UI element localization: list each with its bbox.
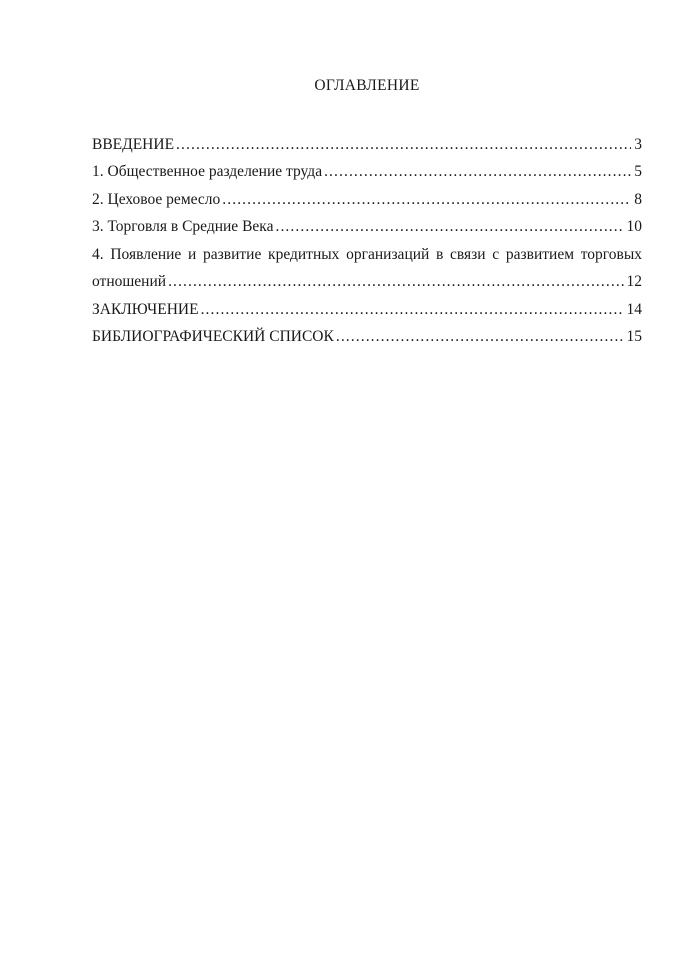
toc-entry-label: 2. Цеховое ремесло: [92, 190, 221, 208]
dot-leader: [336, 323, 624, 351]
dot-leader: [201, 296, 624, 324]
toc-entry-page-number: 10: [626, 218, 642, 235]
toc-entry-page-number: 5: [634, 163, 642, 180]
page-title: ОГЛАВЛЕНИЕ: [314, 77, 420, 94]
toc-entry-chapter-1[interactable]: [92, 158, 642, 186]
toc-entry-chapter-3[interactable]: [92, 213, 642, 241]
dot-leader: [168, 268, 623, 296]
dot-leader: [222, 186, 631, 214]
toc-entry-chapter-2[interactable]: [92, 186, 642, 214]
toc-entry-label: БИБЛИОГРАФИЧЕСКИЙ СПИСОК: [92, 328, 334, 345]
toc-entry-chapter-4[interactable]: [92, 241, 642, 296]
dot-leader: [176, 131, 631, 159]
toc-entry-page-number: 12: [626, 273, 642, 290]
table-of-contents: [92, 131, 642, 351]
toc-entry-page-number: 15: [626, 328, 642, 345]
toc-entry-page-number: 3: [634, 135, 642, 153]
page-content: [92, 72, 642, 351]
toc-entry-label: 1. Общественное разделение труда: [92, 163, 323, 180]
toc-entry-label: ВВЕДЕНИЕ: [92, 135, 175, 153]
toc-entry-label: ЗАКЛЮЧЕНИЕ: [92, 300, 199, 318]
toc-entry-bibliography[interactable]: [92, 323, 642, 351]
dot-leader: [275, 213, 623, 241]
toc-entry-introduction[interactable]: [92, 131, 642, 159]
toc-entry-label: 3. Торговля в Средние Века: [92, 218, 274, 235]
toc-entry-label-line1: 4. Появление и развитие кредитных организаций в связи с развитием торговых: [92, 245, 642, 263]
toc-entry-conclusion[interactable]: [92, 296, 642, 324]
dot-leader: [324, 158, 631, 186]
toc-entry-label-line2: отношений: [92, 273, 167, 290]
toc-entry-page-number: 8: [634, 190, 642, 208]
toc-entry-page-number: 14: [626, 300, 642, 318]
